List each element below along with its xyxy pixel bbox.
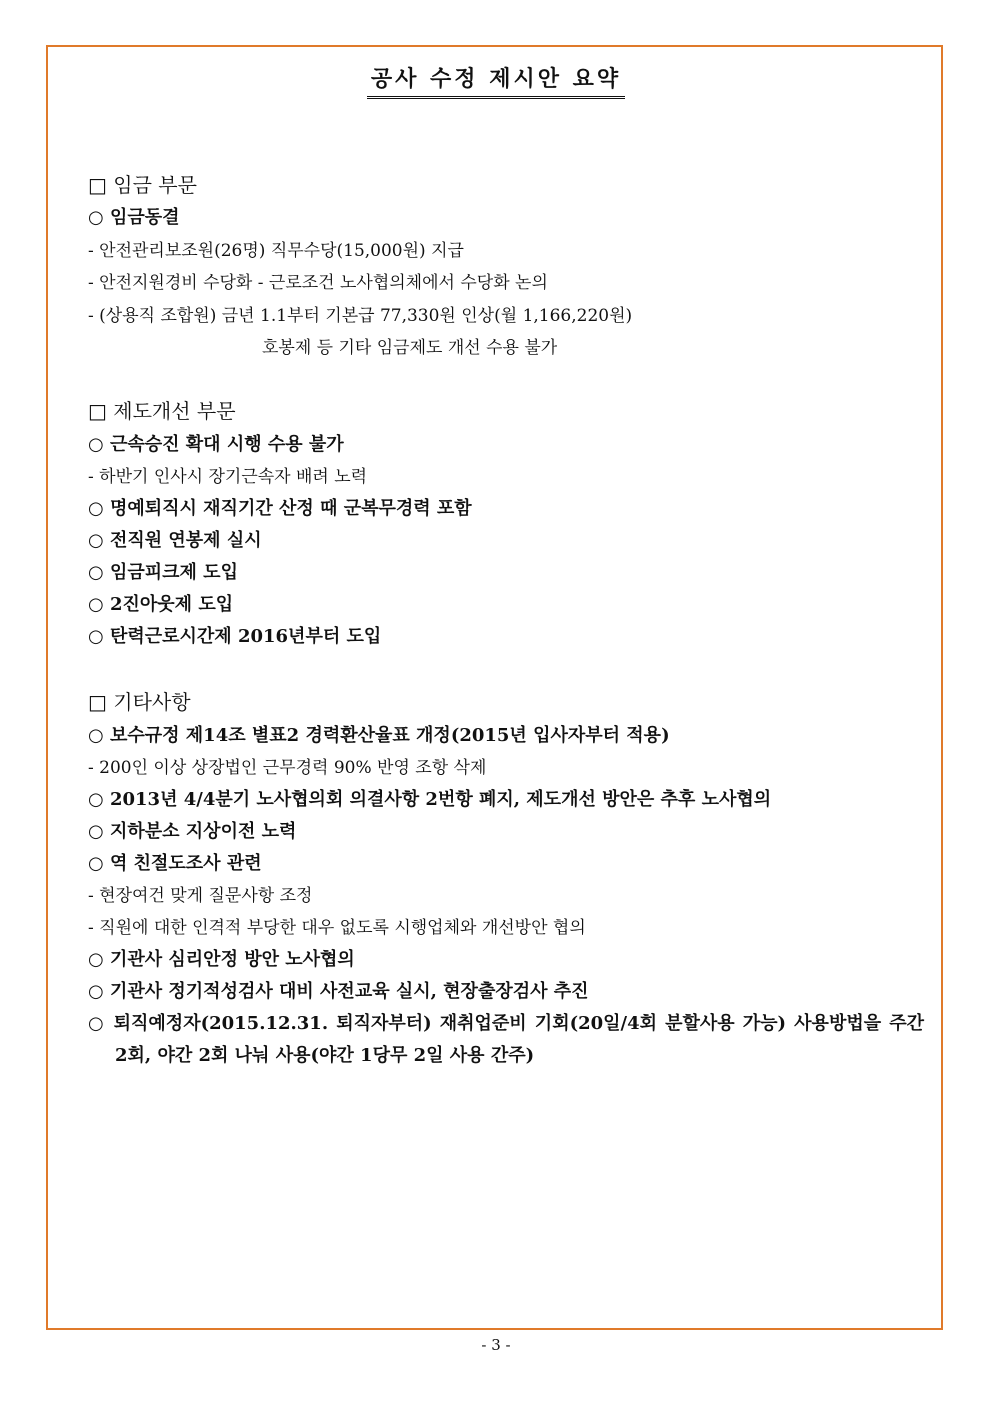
list-item: ○ 역 친절도조사 관련 xyxy=(88,853,262,874)
list-item: ○ 탄력근로시간제 2016년부터 도입 xyxy=(88,626,382,647)
section-heading-other: □ 기타사항 xyxy=(88,690,191,714)
list-subitem-continuation: 호봉제 등 기타 임금제도 개선 수용 불가 xyxy=(262,338,558,358)
section-heading-system-improvement: □ 제도개선 부문 xyxy=(88,399,236,423)
list-subitem: - (상용직 조합원) 금년 1.1부터 기본급 77,330원 인상(월 1,166,220원) xyxy=(88,306,633,326)
list-subitem: - 안전관리보조원(26명) 직무수당(15,000원) 지급 xyxy=(88,241,464,261)
list-item: ○ 2013년 4/4분기 노사협의회 의결사항 2번항 폐지, 제도개선 방안은 추후 노사협의 xyxy=(88,789,772,810)
list-subitem: - 200인 이상 상장법인 근무경력 90% 반영 조항 삭제 xyxy=(88,758,487,778)
list-item-multiline: ○ 퇴직예정자(2015.12.31. 퇴직자부터) 재취업준비 기회(20일/4회 분할사용 가능) 사용방법을 주간 2회, 야간 2회 나눠 사용(야간 1당무 2일 사용 간주) xyxy=(88,1013,924,1066)
list-item: ○ 임금피크제 도입 xyxy=(88,562,238,583)
list-item: ○ 전직원 연봉제 실시 xyxy=(88,530,262,551)
page-title xyxy=(0,62,992,99)
list-subitem: - 직원에 대한 인격적 부당한 대우 없도록 시행업체와 개선방안 협의 xyxy=(88,918,586,938)
page-border xyxy=(46,45,943,1330)
list-item: ○ 지하분소 지상이전 노력 xyxy=(88,821,297,842)
list-subitem: - 안전지원경비 수당화 - 근로조건 노사협의체에서 수당화 논의 xyxy=(88,273,548,293)
section-heading-wages: □ 임금 부문 xyxy=(88,173,197,197)
list-subitem: - 하반기 인사시 장기근속자 배려 노력 xyxy=(88,467,368,487)
list-item: ○ 기관사 심리안정 방안 노사협의 xyxy=(88,949,355,970)
list-item: ○ 2진아웃제 도입 xyxy=(88,594,234,615)
list-item: ○ 근속승진 확대 시행 수용 불가 xyxy=(88,434,344,455)
list-item: ○ 명예퇴직시 재직기간 산정 때 군복무경력 포함 xyxy=(88,498,472,519)
list-subitem: - 현장여건 맞게 질문사항 조정 xyxy=(88,886,313,906)
list-item: ○ 임금동결 xyxy=(88,207,180,228)
list-item: ○ 기관사 정기적성검사 대비 사전교육 실시, 현장출장검사 추진 xyxy=(88,981,589,1002)
list-item: ○ 보수규정 제14조 별표2 경력환산율표 개정(2015년 입사자부터 적용) xyxy=(88,725,670,746)
page-title-text: 공사 수정 제시안 요약 xyxy=(367,62,625,99)
page-number: - 3 - xyxy=(481,1336,511,1354)
